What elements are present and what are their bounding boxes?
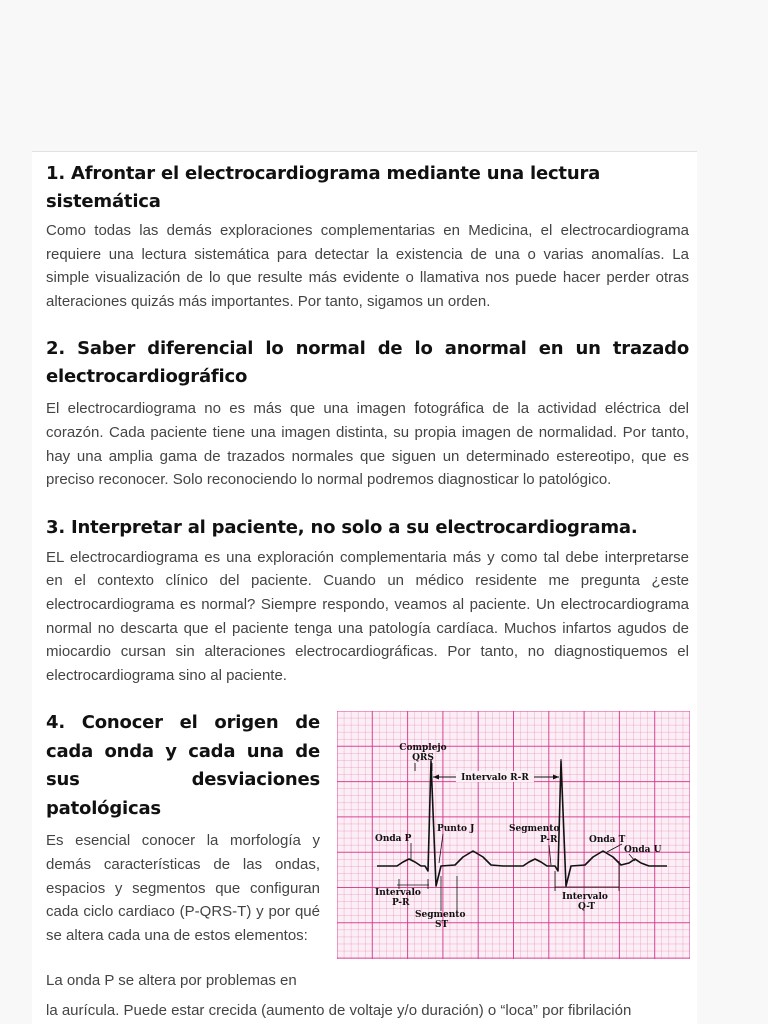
label-onda-u: Onda U: [624, 845, 662, 856]
section-2: [46, 335, 689, 491]
section-2-body: El electrocardiograma no es más que una imagen fotográfica de la actividad eléctrica del corazón. Cada paciente tiene una imagen distinta, su propia imagen de normalidad. Por tanto, hay una amplia gama de trazados normales que siguen un determinado estereotipo, que es preciso reconocer. Solo reconociendo lo normal podremos diagnosticar lo patológico.: [46, 400, 689, 489]
label-punto-j: Punto J: [437, 824, 475, 835]
article-card: [32, 151, 697, 1024]
top-blank-area: [0, 0, 768, 151]
label-pr2: P-R: [392, 898, 410, 909]
section-1-body: Como todas las demás exploraciones complementarias en Medicina, el electrocardiograma requiere una lectura sistemática para detectar la existencia de una o varias anomalías. La simple visualización de lo que resulte más evidente o llamativa nos puede hacer perder otras alteraciones quizás más importantes. Por tanto, sigamos un orden.: [46, 222, 689, 310]
ecg-diagram: [337, 711, 690, 959]
label-qrs: QRS: [412, 753, 434, 764]
section-1-title: 1. Afrontar el electrocardiograma mediante una lectura sistemática: [46, 163, 601, 212]
label-complejo: Complejo: [399, 743, 447, 754]
label-intervalo-qt: Intervalo: [562, 892, 608, 903]
section-3-title: 3. Interpretar al paciente, no solo a su electrocardiograma.: [46, 516, 638, 538]
section-4-text-column: [46, 709, 320, 993]
section-3: [46, 514, 689, 688]
label-onda-p: Onda P: [375, 834, 412, 845]
label-segmento-pr: Segmento: [509, 824, 560, 835]
section-2-title: 2. Saber diferencial lo normal de lo anormal en un trazado electrocardiográfico: [46, 338, 689, 388]
section-4-title: 4. Conocer el origen de cada onda y cada una de sus desviaciones patológicas: [46, 712, 320, 819]
label-onda-t: Onda T: [589, 835, 626, 846]
section-4-body: Es esencial conocer la morfología y demás características de las ondas, espacios y segmentos que configuran cada ciclo cardiaco (P-QRS-T) y por qué se altera cada una de estos elementos:: [46, 832, 320, 944]
section-1: [46, 160, 689, 313]
label-st: ST: [435, 920, 449, 931]
section-4-body-continued: La onda P se altera por problemas en: [46, 972, 297, 990]
label-intervalo-pr: Intervalo: [375, 888, 421, 899]
label-qt: Q-T: [578, 902, 596, 913]
label-pr: P-R: [540, 835, 558, 846]
label-segmento-st: Segmento: [415, 910, 466, 921]
label-intervalo-rr: Intervalo R-R: [461, 773, 529, 784]
section-4-body-cutoff: la aurícula. Puede estar crecida (aumento de voltaje y/o duración) o “loca” por fibrilación: [46, 1001, 632, 1019]
section-3-body: EL electrocardiograma es una exploración complementaria más y como tal debe interpretarse en el contexto clínico del paciente. Cuando un médico residente me pregunta ¿este electrocardiograma es normal? Siempre respondo, veamos al paciente. Un electrocardiograma normal no descarta que el paciente tenga una patología cardíaca. Muchos infartos agudos de miocardio cursan sin alteraciones electrocardiográficas. Por tanto, no diagnostiquemos el electrocardiograma sino al paciente.: [46, 548, 689, 684]
section-4: [46, 709, 689, 1024]
